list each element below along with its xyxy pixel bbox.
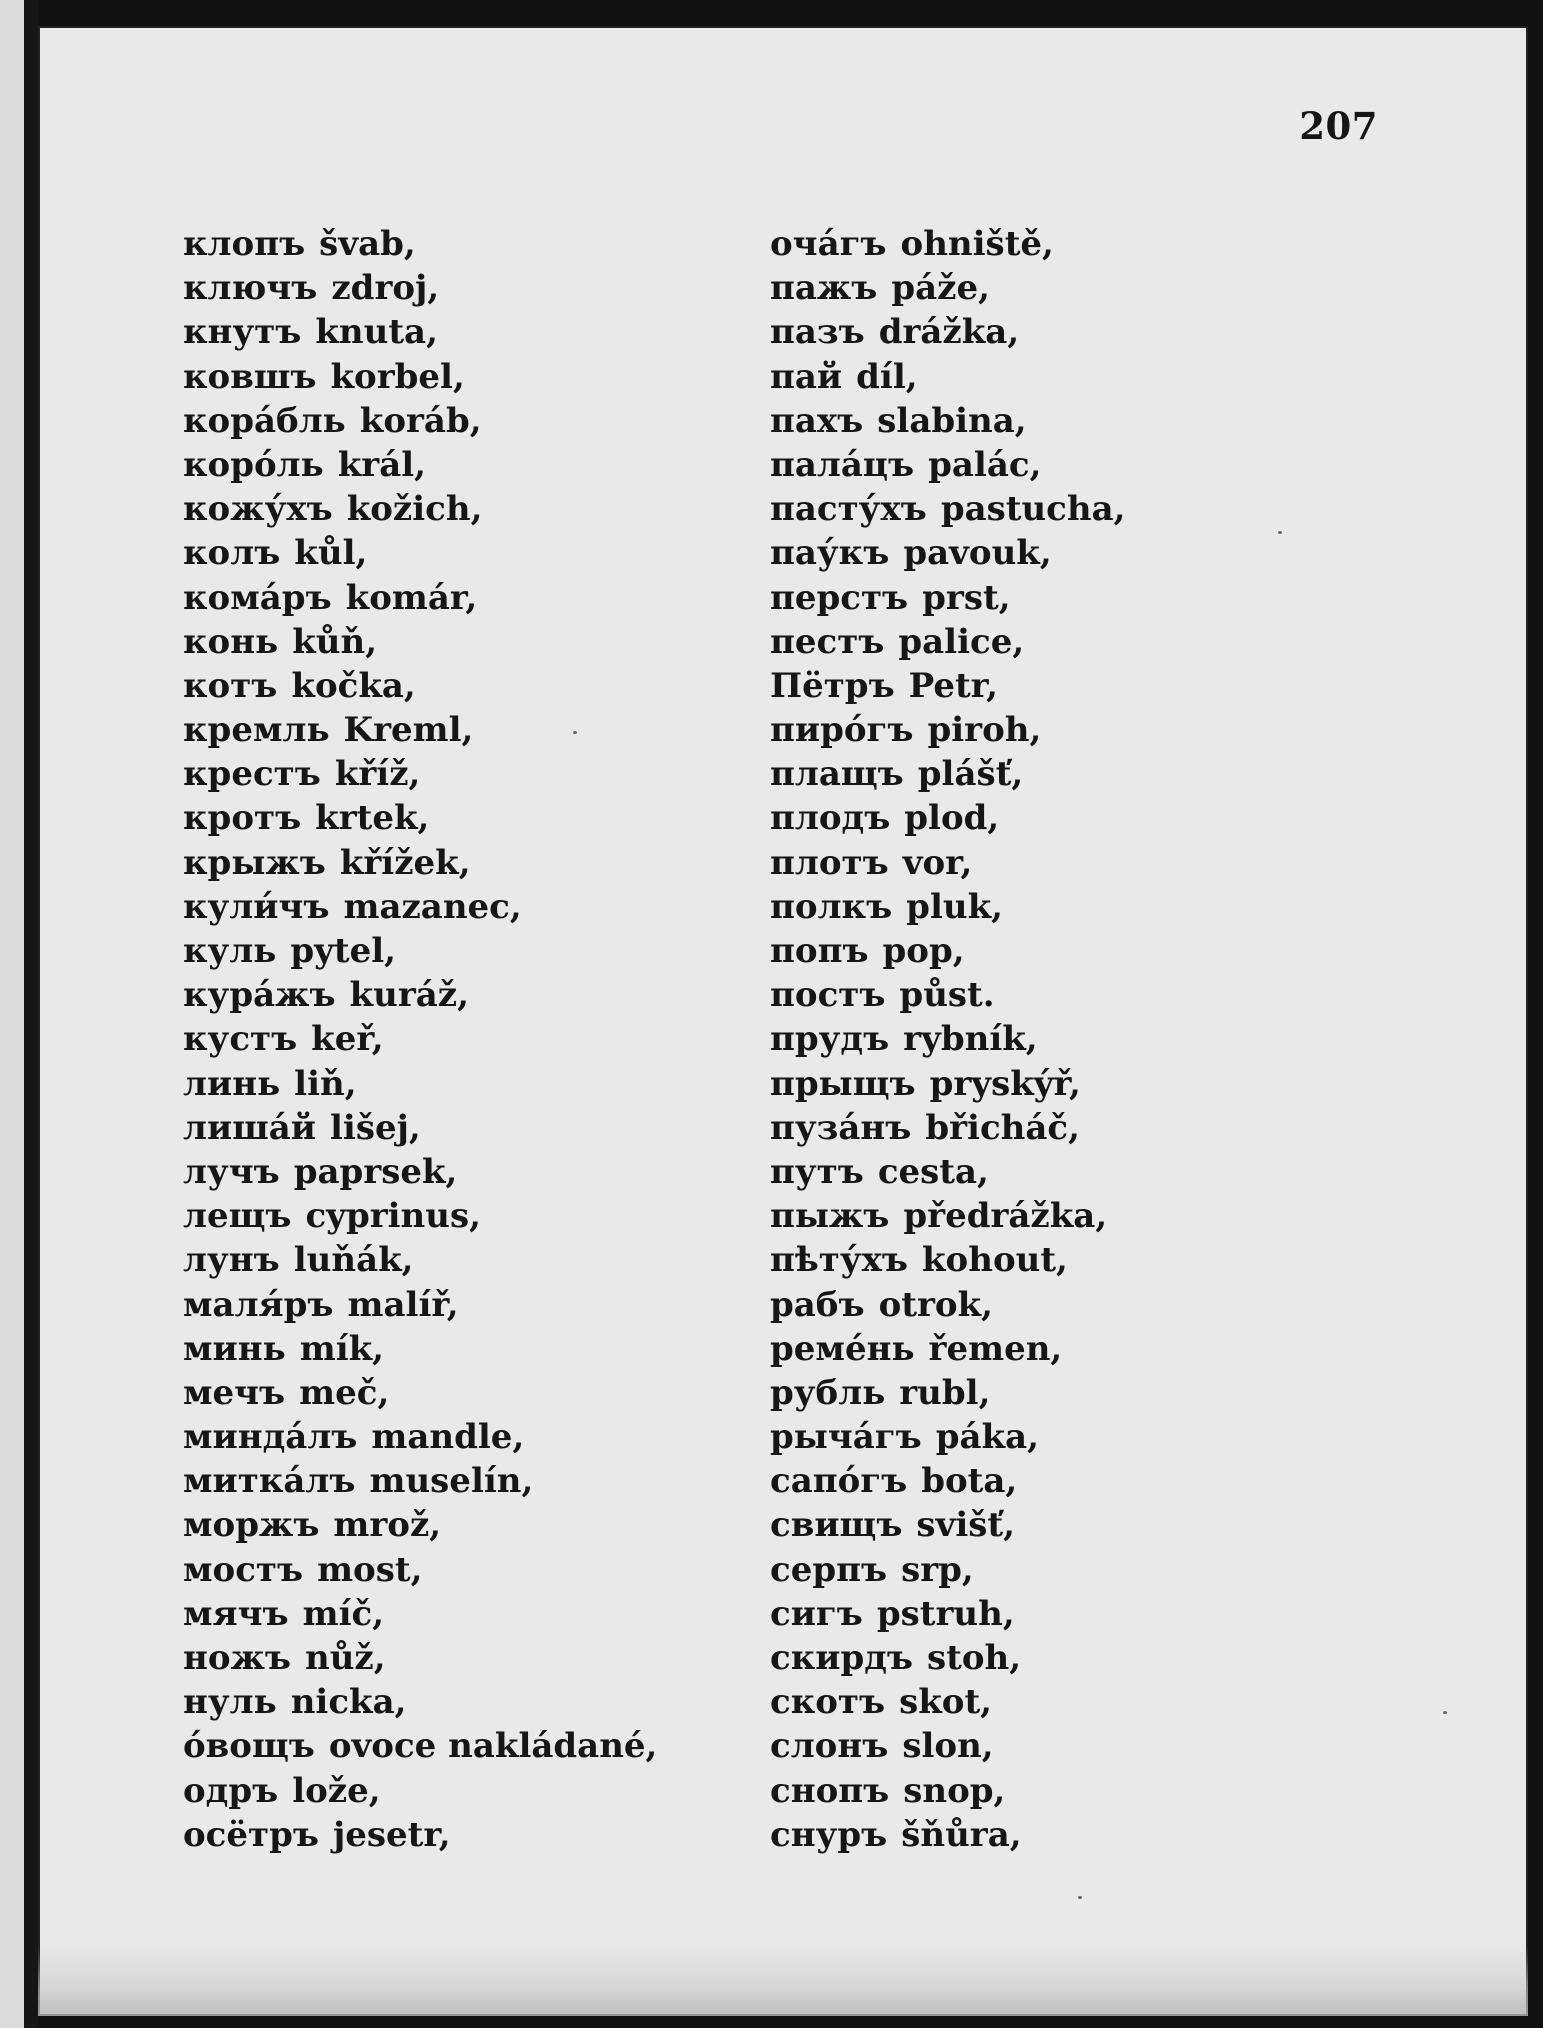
russian-word: рабъ xyxy=(770,1284,865,1325)
russian-word: коро́ль xyxy=(183,444,324,485)
czech-translation: cesta, xyxy=(877,1151,989,1192)
vocabulary-entry xyxy=(183,1813,657,1857)
czech-translation: most, xyxy=(317,1549,423,1590)
russian-word: пажъ xyxy=(770,268,878,309)
czech-translation: plod, xyxy=(904,798,1000,839)
czech-translation: řemen, xyxy=(928,1328,1063,1369)
russian-word: моржъ xyxy=(183,1505,320,1546)
russian-word: пестъ xyxy=(770,621,885,662)
czech-translation: rubl, xyxy=(899,1372,991,1413)
vocabulary-entry xyxy=(183,841,657,885)
czech-translation: páže, xyxy=(891,268,990,309)
czech-translation: švab, xyxy=(319,224,416,264)
czech-translation: ovoce nakládané, xyxy=(328,1726,658,1767)
czech-translation: pytel, xyxy=(290,931,396,971)
czech-translation: nicka, xyxy=(290,1682,407,1723)
czech-translation: Petr, xyxy=(908,665,998,706)
vocabulary-entry xyxy=(770,1415,1125,1459)
russian-word: маля́ръ xyxy=(183,1284,334,1325)
vocabulary-entry xyxy=(770,443,1125,487)
vocabulary-entry xyxy=(770,576,1125,620)
czech-translation: nůž, xyxy=(304,1638,386,1678)
russian-word: пасту́хъ xyxy=(770,489,927,530)
vocabulary-entry xyxy=(183,1283,657,1327)
vocabulary-entry xyxy=(183,1238,657,1282)
russian-word: лиша́й xyxy=(183,1107,316,1148)
russian-word: слонъ xyxy=(770,1726,889,1767)
russian-word: минь xyxy=(183,1328,286,1369)
czech-translation: ohniště, xyxy=(900,224,1054,264)
czech-translation: mazanec, xyxy=(343,886,522,927)
russian-word: одръ xyxy=(183,1770,279,1811)
russian-word: серпъ xyxy=(770,1549,888,1590)
czech-translation: lišej, xyxy=(329,1107,421,1148)
vocabulary-entry xyxy=(770,1548,1125,1592)
russian-word: конь xyxy=(183,621,279,662)
russian-word: плодъ xyxy=(770,798,891,839)
vocabulary-entry xyxy=(770,1636,1125,1680)
vocabulary-entry xyxy=(770,310,1125,354)
russian-word: кули́чъ xyxy=(183,886,330,927)
czech-translation: drážka, xyxy=(878,312,1020,353)
russian-word: мостъ xyxy=(183,1549,304,1590)
russian-word: куль xyxy=(183,931,277,971)
russian-word: ковшъ xyxy=(183,356,317,397)
vocabulary-entry xyxy=(183,1680,657,1724)
vocabulary-entry xyxy=(770,796,1125,840)
russian-word: ножъ xyxy=(183,1638,291,1678)
russian-word: о́вощъ xyxy=(183,1726,315,1767)
russian-word: мячъ xyxy=(183,1593,289,1634)
vocabulary-entry xyxy=(183,1592,657,1636)
russian-word: линь xyxy=(183,1063,281,1104)
vocabulary-entry xyxy=(183,1769,657,1813)
czech-translation: míč, xyxy=(302,1593,385,1634)
russian-word: пыжъ xyxy=(770,1196,890,1237)
vocabulary-entry xyxy=(770,1238,1125,1282)
russian-word: кротъ xyxy=(183,798,302,839)
russian-word: пала́цъ xyxy=(770,444,915,485)
page-number: 207 xyxy=(1299,104,1378,148)
vocabulary-entry xyxy=(770,1813,1125,1857)
russian-word: пай xyxy=(770,356,843,397)
czech-translation: otrok, xyxy=(878,1284,993,1325)
czech-translation: liň, xyxy=(294,1063,357,1104)
vocabulary-entry xyxy=(183,487,657,531)
czech-translation: piroh, xyxy=(927,710,1042,751)
right-vocabulary-column xyxy=(770,222,1125,1857)
czech-translation: pluk, xyxy=(906,886,1003,927)
russian-word: пѣту́хъ xyxy=(770,1240,908,1281)
czech-translation: břicháč, xyxy=(925,1107,1080,1148)
russian-word: клопъ xyxy=(183,224,306,264)
vocabulary-entry xyxy=(183,1194,657,1238)
vocabulary-entry xyxy=(183,1548,657,1592)
czech-translation: krtek, xyxy=(315,798,430,839)
russian-word: кожу́хъ xyxy=(183,489,333,530)
russian-word: лунъ xyxy=(183,1240,280,1281)
russian-word: свищъ xyxy=(770,1505,903,1546)
vocabulary-entry xyxy=(770,1283,1125,1327)
czech-translation: kuráž, xyxy=(349,975,469,1016)
vocabulary-entry xyxy=(770,531,1125,575)
russian-word: кустъ xyxy=(183,1019,298,1060)
vocabulary-entry xyxy=(770,399,1125,443)
russian-word: кома́ръ xyxy=(183,577,332,618)
russian-word: кнутъ xyxy=(183,312,302,353)
scan-bottom-smudge xyxy=(38,1946,1528,2016)
czech-translation: jesetr, xyxy=(332,1814,451,1855)
russian-word: Пётръ xyxy=(770,665,895,706)
vocabulary-entry xyxy=(183,1106,657,1150)
russian-word: пуза́нъ xyxy=(770,1107,912,1148)
vocabulary-entry xyxy=(770,1592,1125,1636)
czech-translation: předrážka, xyxy=(903,1196,1108,1237)
vocabulary-entry xyxy=(770,708,1125,752)
czech-translation: komár, xyxy=(345,577,478,618)
czech-translation: pstruh, xyxy=(876,1593,1015,1634)
russian-word: реме́нь xyxy=(770,1328,915,1369)
russian-word: перстъ xyxy=(770,577,909,618)
russian-word: полкъ xyxy=(770,886,893,927)
vocabulary-entry xyxy=(770,222,1125,266)
vocabulary-entry xyxy=(183,531,657,575)
czech-translation: snop, xyxy=(903,1770,1006,1811)
czech-translation: srp, xyxy=(901,1549,974,1590)
print-speck xyxy=(1443,1711,1447,1714)
russian-word: сигъ xyxy=(770,1593,863,1634)
czech-translation: mandle, xyxy=(371,1417,525,1458)
vocabulary-entry xyxy=(770,1017,1125,1061)
russian-word: скирдъ xyxy=(770,1638,913,1678)
czech-translation: koráb, xyxy=(359,400,482,441)
vocabulary-entry xyxy=(183,1503,657,1547)
russian-word: прудъ xyxy=(770,1019,890,1060)
vocabulary-entry xyxy=(183,1327,657,1371)
vocabulary-entry xyxy=(183,1636,657,1680)
czech-translation: šňůra, xyxy=(901,1814,1022,1855)
vocabulary-entry xyxy=(183,1371,657,1415)
russian-word: скотъ xyxy=(770,1682,886,1723)
vocabulary-entry xyxy=(183,664,657,708)
russian-word: котъ xyxy=(183,665,278,706)
vocabulary-entry xyxy=(770,973,1125,1017)
czech-translation: palác, xyxy=(928,444,1042,485)
vocabulary-entry xyxy=(770,1194,1125,1238)
czech-translation: lože, xyxy=(292,1770,381,1811)
russian-word: пиро́гъ xyxy=(770,710,914,751)
czech-translation: pop, xyxy=(882,931,965,971)
russian-word: сапо́гъ xyxy=(770,1461,908,1502)
vocabulary-entry xyxy=(770,1724,1125,1768)
vocabulary-entry xyxy=(183,222,657,266)
czech-translation: půst. xyxy=(899,975,995,1016)
print-speck xyxy=(573,731,577,734)
russian-word: митка́лъ xyxy=(183,1461,356,1502)
vocabulary-entry xyxy=(770,1327,1125,1371)
vocabulary-entry xyxy=(183,399,657,443)
russian-word: мечъ xyxy=(183,1372,286,1413)
vocabulary-entry xyxy=(770,664,1125,708)
russian-word: рыча́гъ xyxy=(770,1417,922,1458)
vocabulary-entry xyxy=(183,355,657,399)
vocabulary-entry xyxy=(770,1062,1125,1106)
russian-word: лещъ xyxy=(183,1196,292,1237)
czech-translation: plášť, xyxy=(917,754,1024,795)
czech-translation: korbel, xyxy=(330,356,465,397)
left-vocabulary-column xyxy=(183,222,657,1857)
czech-translation: kůň, xyxy=(292,621,378,662)
czech-translation: král, xyxy=(337,444,426,485)
vocabulary-entry xyxy=(183,796,657,840)
czech-translation: paprsek, xyxy=(293,1151,458,1192)
russian-word: ключъ xyxy=(183,268,318,309)
russian-word: крыжъ xyxy=(183,842,326,883)
czech-translation: slabina, xyxy=(877,400,1027,441)
czech-translation: cyprinus, xyxy=(305,1196,481,1237)
czech-translation: pastucha, xyxy=(940,489,1126,530)
czech-translation: kříž, xyxy=(334,754,421,795)
print-speck xyxy=(1278,531,1282,534)
czech-translation: mík, xyxy=(299,1328,385,1369)
vocabulary-entry xyxy=(183,885,657,929)
czech-translation: knuta, xyxy=(315,312,438,353)
vocabulary-entry xyxy=(770,620,1125,664)
czech-translation: bota, xyxy=(921,1461,1018,1502)
vocabulary-entry xyxy=(183,620,657,664)
czech-translation: prst, xyxy=(922,577,1011,618)
previous-page-edge xyxy=(0,0,24,2028)
vocabulary-entry xyxy=(183,1724,657,1768)
czech-translation: malíř, xyxy=(347,1284,459,1325)
czech-translation: křížek, xyxy=(339,842,471,883)
czech-translation: pavouk, xyxy=(903,533,1052,574)
russian-word: крестъ xyxy=(183,754,321,795)
russian-word: кремль xyxy=(183,710,330,751)
russian-word: пау́къ xyxy=(770,533,890,574)
czech-translation: mrož, xyxy=(333,1505,442,1546)
print-speck xyxy=(1078,1896,1082,1899)
russian-word: осётръ xyxy=(183,1814,319,1855)
czech-translation: díl, xyxy=(856,356,918,397)
vocabulary-entry xyxy=(183,310,657,354)
russian-word: кора́бль xyxy=(183,400,346,441)
russian-word: пахъ xyxy=(770,400,864,441)
czech-translation: luňák, xyxy=(293,1240,414,1281)
vocabulary-entry xyxy=(183,1415,657,1459)
czech-translation: svišť, xyxy=(916,1505,1015,1546)
russian-word: постъ xyxy=(770,975,886,1016)
russian-word: путъ xyxy=(770,1151,864,1192)
russian-word: лучъ xyxy=(183,1151,280,1192)
vocabulary-entry xyxy=(770,1459,1125,1503)
russian-word: колъ xyxy=(183,533,281,574)
vocabulary-entry xyxy=(770,1371,1125,1415)
czech-translation: kohout, xyxy=(921,1240,1068,1281)
vocabulary-entry xyxy=(770,1503,1125,1547)
czech-translation: pryskýř, xyxy=(929,1063,1081,1104)
czech-translation: kůl, xyxy=(294,533,368,574)
vocabulary-entry xyxy=(770,1106,1125,1150)
russian-word: минда́лъ xyxy=(183,1417,358,1458)
vocabulary-entry xyxy=(183,266,657,310)
vocabulary-entry xyxy=(770,487,1125,531)
russian-word: снуръ xyxy=(770,1814,888,1855)
russian-word: рубль xyxy=(770,1372,886,1413)
vocabulary-entry xyxy=(183,752,657,796)
russian-word: пазъ xyxy=(770,312,865,353)
vocabulary-entry xyxy=(770,266,1125,310)
russian-word: оча́гъ xyxy=(770,224,887,264)
russian-word: кура́жъ xyxy=(183,975,336,1016)
scan-left-margin xyxy=(0,0,38,2028)
czech-translation: páka, xyxy=(935,1417,1039,1458)
vocabulary-entry xyxy=(183,1459,657,1503)
vocabulary-entry xyxy=(770,1680,1125,1724)
vocabulary-entry xyxy=(770,885,1125,929)
czech-translation: skot, xyxy=(899,1682,993,1723)
vocabulary-entry xyxy=(183,1150,657,1194)
czech-translation: stoh, xyxy=(927,1638,1022,1678)
czech-translation: meč, xyxy=(299,1372,390,1413)
vocabulary-entry xyxy=(770,1150,1125,1194)
czech-translation: kožich, xyxy=(346,489,483,530)
russian-word: плащъ xyxy=(770,754,904,795)
russian-word: плотъ xyxy=(770,842,889,883)
vocabulary-entry xyxy=(770,752,1125,796)
vocabulary-entry xyxy=(770,1769,1125,1813)
czech-translation: slon, xyxy=(902,1726,994,1767)
vocabulary-entry xyxy=(183,1062,657,1106)
czech-translation: muselín, xyxy=(369,1461,534,1502)
russian-word: попъ xyxy=(770,931,869,971)
vocabulary-entry xyxy=(183,576,657,620)
vocabulary-entry xyxy=(183,973,657,1017)
vocabulary-entry xyxy=(770,841,1125,885)
czech-translation: keř, xyxy=(311,1019,384,1060)
vocabulary-entry xyxy=(183,708,657,752)
vocabulary-entry xyxy=(770,929,1125,973)
czech-translation: kočka, xyxy=(291,665,416,706)
russian-word: прыщъ xyxy=(770,1063,916,1104)
czech-translation: rybník, xyxy=(903,1019,1038,1060)
czech-translation: zdroj, xyxy=(331,268,440,309)
czech-translation: palice, xyxy=(898,621,1025,662)
vocabulary-entry xyxy=(183,1017,657,1061)
vocabulary-entry xyxy=(183,929,657,973)
vocabulary-entry xyxy=(770,355,1125,399)
vocabulary-entry xyxy=(183,443,657,487)
russian-word: нуль xyxy=(183,1682,277,1723)
czech-translation: vor, xyxy=(902,842,973,883)
russian-word: снопъ xyxy=(770,1770,890,1811)
book-page xyxy=(38,26,1528,2016)
czech-translation: Kreml, xyxy=(343,710,474,751)
